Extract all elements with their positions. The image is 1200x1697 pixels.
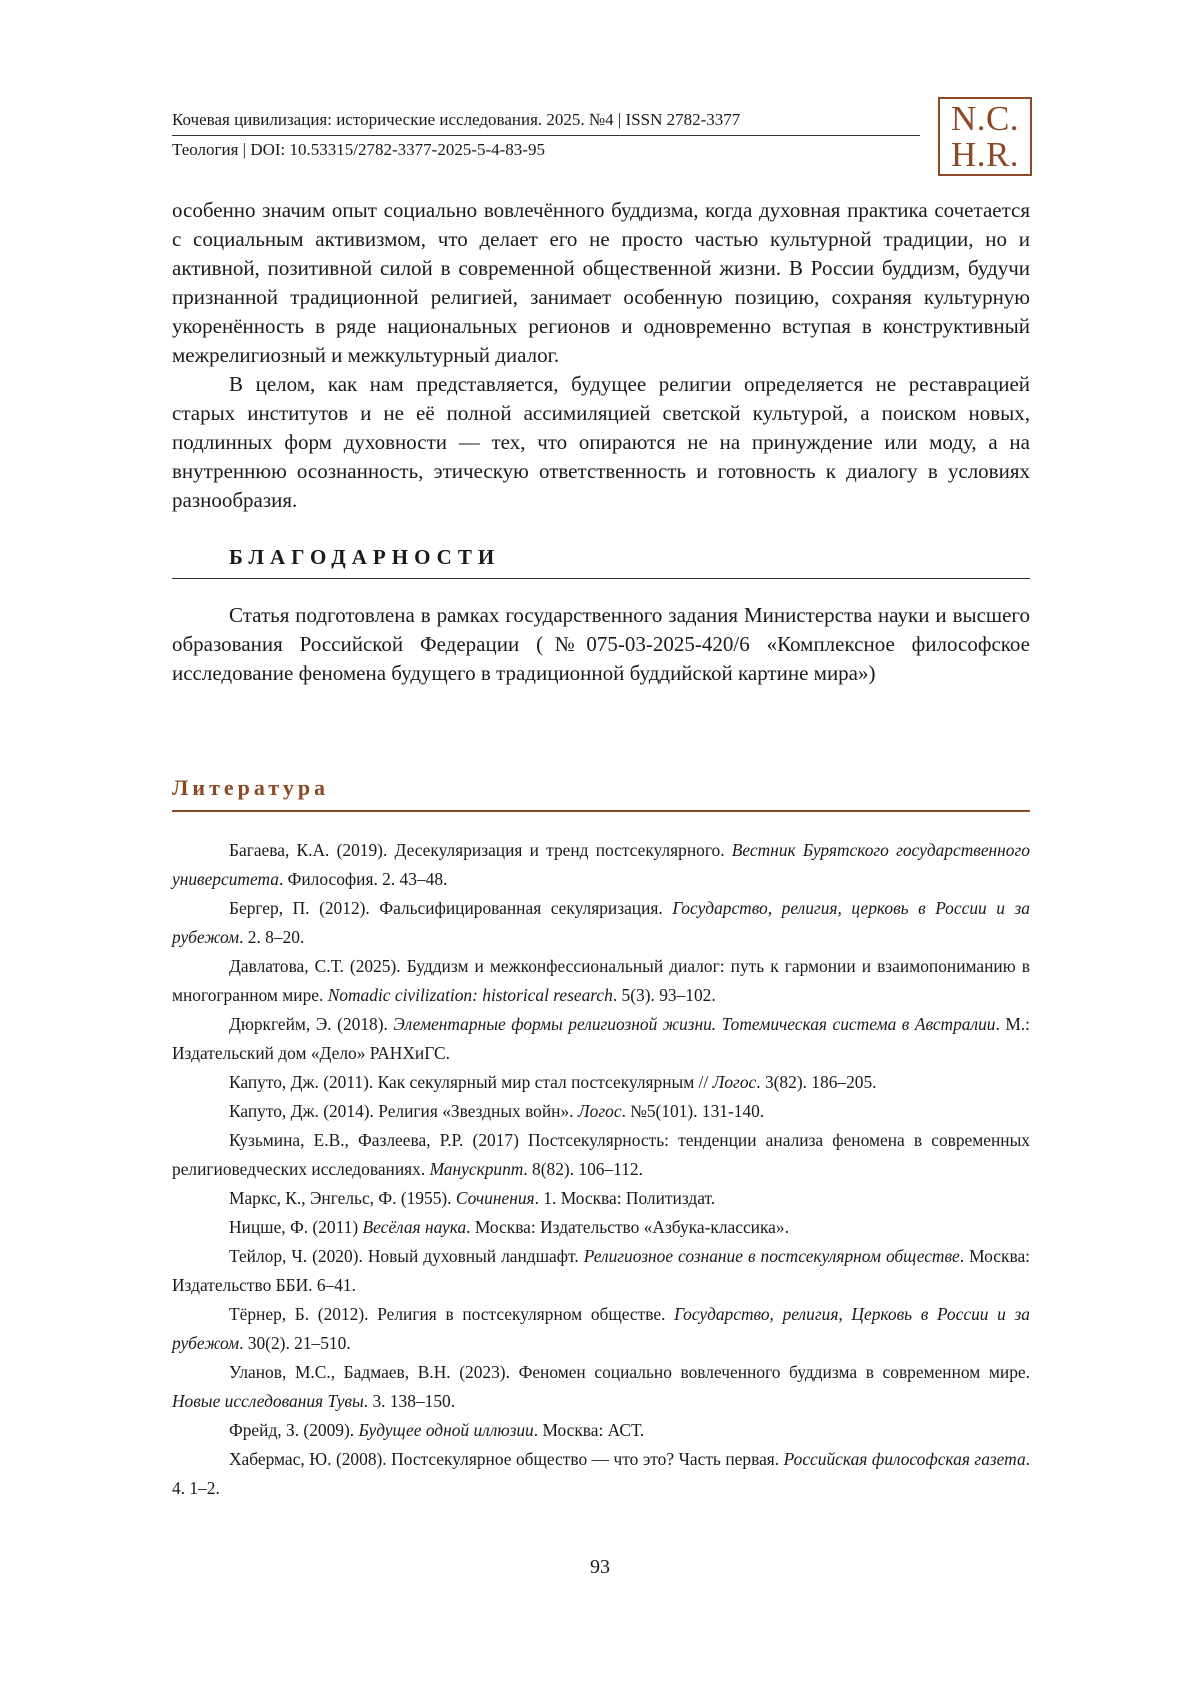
reference-source: Новые исследования Тувы bbox=[172, 1391, 364, 1411]
body-paragraph-2 bbox=[172, 370, 1030, 515]
reference-source: Элементарные формы религиозной жизни. Тотемическая система в Австралии bbox=[393, 1014, 996, 1034]
reference-details: . 3. 138–150. bbox=[363, 1391, 456, 1411]
logo-top-text: N.C. bbox=[950, 99, 1020, 138]
reference-source: Сочинения bbox=[455, 1188, 535, 1208]
reference-source: Логос bbox=[712, 1072, 757, 1092]
reference-source: Российская философская газета bbox=[783, 1449, 1026, 1469]
reference-item bbox=[172, 1068, 1030, 1097]
reference-details: . 4. 1–2. bbox=[172, 1449, 1030, 1498]
acknowledgments-text: Статья подготовлена в рамках государственного задания Министерства науки и высшего образования Российской Федерации (№075-03-2025-420/6 «Комплексное философское исследование феномена будущего в традиционной буддийской картине мира») bbox=[172, 603, 1030, 685]
reference-item bbox=[172, 1126, 1030, 1184]
reference-details: . 2. 8–20. bbox=[239, 927, 305, 947]
reference-source: Весёлая наука bbox=[362, 1217, 467, 1237]
reference-source: Манускрипт bbox=[429, 1159, 524, 1179]
reference-source: Государство, религия, церковь в России и за рубежом bbox=[172, 898, 1030, 947]
reference-authors-title: Маркс, К., Энгельс, Ф. (1955). bbox=[229, 1188, 456, 1208]
journal-citation: Кочевая цивилизация: исторические исследования. 2025. №4 | ISSN 2782-3377 bbox=[172, 108, 920, 136]
reference-item bbox=[172, 1416, 1030, 1445]
reference-details: . Москва: Издательство «Азбука-классика». bbox=[466, 1217, 789, 1237]
reference-item bbox=[172, 1358, 1030, 1416]
reference-details: . 1. Москва: Политиздат. bbox=[534, 1188, 716, 1208]
page-number: 93 bbox=[590, 1556, 610, 1578]
reference-item bbox=[172, 1184, 1030, 1213]
reference-authors-title: Капуто, Дж. (2011). Как секулярный мир стал постсекулярным // bbox=[229, 1072, 713, 1092]
reference-source: Будущее одной иллюзии bbox=[358, 1420, 534, 1440]
reference-authors-title: Багаева, К.А. (2019). Десекуляризация и тренд постсекулярного. bbox=[229, 840, 732, 860]
acknowledgments-heading: БЛАГОДАРНОСТИ bbox=[172, 542, 1030, 579]
reference-item bbox=[172, 1213, 1030, 1242]
reference-authors-title: Фрейд, З. (2009). bbox=[229, 1420, 359, 1440]
acknowledgments-text-block bbox=[172, 601, 1030, 688]
reference-authors-title: Дюркгейм, Э. (2018). bbox=[229, 1014, 394, 1034]
reference-source: Вестник Бурятского государственного университета bbox=[172, 840, 1030, 889]
reference-item bbox=[172, 894, 1030, 952]
logo-bottom-text: H.R. bbox=[950, 135, 1020, 174]
reference-authors-title: Капуто, Дж. (2014). Религия «Звездных войн». bbox=[229, 1101, 578, 1121]
reference-item bbox=[172, 1097, 1030, 1126]
reference-source: Религиозное сознание в постсекулярном обществе bbox=[583, 1246, 960, 1266]
reference-authors-title: Бергер, П. (2012). Фальсифицированная секуляризация. bbox=[229, 898, 673, 918]
reference-item bbox=[172, 1010, 1030, 1068]
reference-authors-title: Давлатова, С.Т. (2025). Буддизм и межконфессиональный диалог: путь к гармонии и взаимопониманию в многогранном мире. bbox=[172, 956, 1030, 1005]
body-paragraph-1 bbox=[172, 196, 1030, 370]
reference-details: . М.: Издательский дом «Дело» РАНХиГС. bbox=[172, 1014, 1030, 1063]
reference-details: . Москва: Издательство ББИ. 6–41. bbox=[172, 1246, 1030, 1295]
reference-authors-title: Хабермас, Ю. (2008). Постсекулярное общество — что это? Часть первая. bbox=[229, 1449, 784, 1469]
literature-heading: Литература bbox=[172, 773, 1030, 812]
reference-list bbox=[172, 836, 1030, 1503]
reference-source: Государство, религия, Церковь в России и за рубежом bbox=[172, 1304, 1030, 1353]
reference-details: . 5(3). 93–102. bbox=[612, 985, 716, 1005]
reference-item bbox=[172, 1300, 1030, 1358]
reference-authors-title: Тёрнер, Б. (2012). Религия в постсекулярном обществе. bbox=[229, 1304, 675, 1324]
reference-authors-title: Ницше, Ф. (2011) bbox=[229, 1217, 363, 1237]
paragraph-text: В целом, как нам представляется, будущее религии определяется не реставрацией старых институтов и не её полной ассимиляцией светской культурой, а поиском новых, подлинных форм духовности — тех, что опираются не на принуждение или моду, а на внутреннюю осознанность, этическую ответственность и готовность к диалогу в условиях разнообразия. bbox=[172, 372, 1030, 512]
paragraph-text: особенно значим опыт социально вовлечённого буддизма, когда духовная практика сочетается с социальным активизмом, что делает его не просто частью культурной традиции, но и активной, позитивной силой в современной общественной жизни. В России буддизм, будучи признанной традиционной религией, занимает особенную позицию, сохраняя культурную укоренённость в ряде национальных регионов и одновременно вступая в конструктивный межрелигиозный и межкультурный диалог. bbox=[172, 198, 1030, 367]
reference-item bbox=[172, 952, 1030, 1010]
reference-authors-title: Кузьмина, Е.В., Фазлеева, Р.Р. (2017) Постсекулярность: тенденции анализа феномена в современных религиоведческих исследованиях. bbox=[172, 1130, 1030, 1179]
reference-item bbox=[172, 1242, 1030, 1300]
reference-details: . 30(2). 21–510. bbox=[239, 1333, 351, 1353]
reference-authors-title: Тейлор, Ч. (2020). Новый духовный ландшафт. bbox=[229, 1246, 584, 1266]
reference-details: . Москва: АСТ. bbox=[533, 1420, 645, 1440]
running-header bbox=[172, 108, 920, 162]
reference-details: . №5(101). 131-140. bbox=[621, 1101, 765, 1121]
reference-details: . 3(82). 186–205. bbox=[756, 1072, 877, 1092]
reference-authors-title: Уланов, М.С., Бадмаев, В.Н. (2023). Феномен социально вовлеченного буддизма в современном мире. bbox=[229, 1362, 1030, 1382]
reference-details: . Философия. 2. 43–48. bbox=[278, 869, 448, 889]
reference-source: Логос bbox=[577, 1101, 622, 1121]
section-doi: Теология | DOI: 10.53315/2782-3377-2025-5-4-83-95 bbox=[172, 140, 545, 159]
reference-source: Nomadic civilization: historical research bbox=[327, 985, 613, 1005]
reference-item bbox=[172, 1445, 1030, 1503]
reference-item bbox=[172, 836, 1030, 894]
reference-details: . 8(82). 106–112. bbox=[523, 1159, 643, 1179]
journal-logo bbox=[938, 97, 1032, 176]
